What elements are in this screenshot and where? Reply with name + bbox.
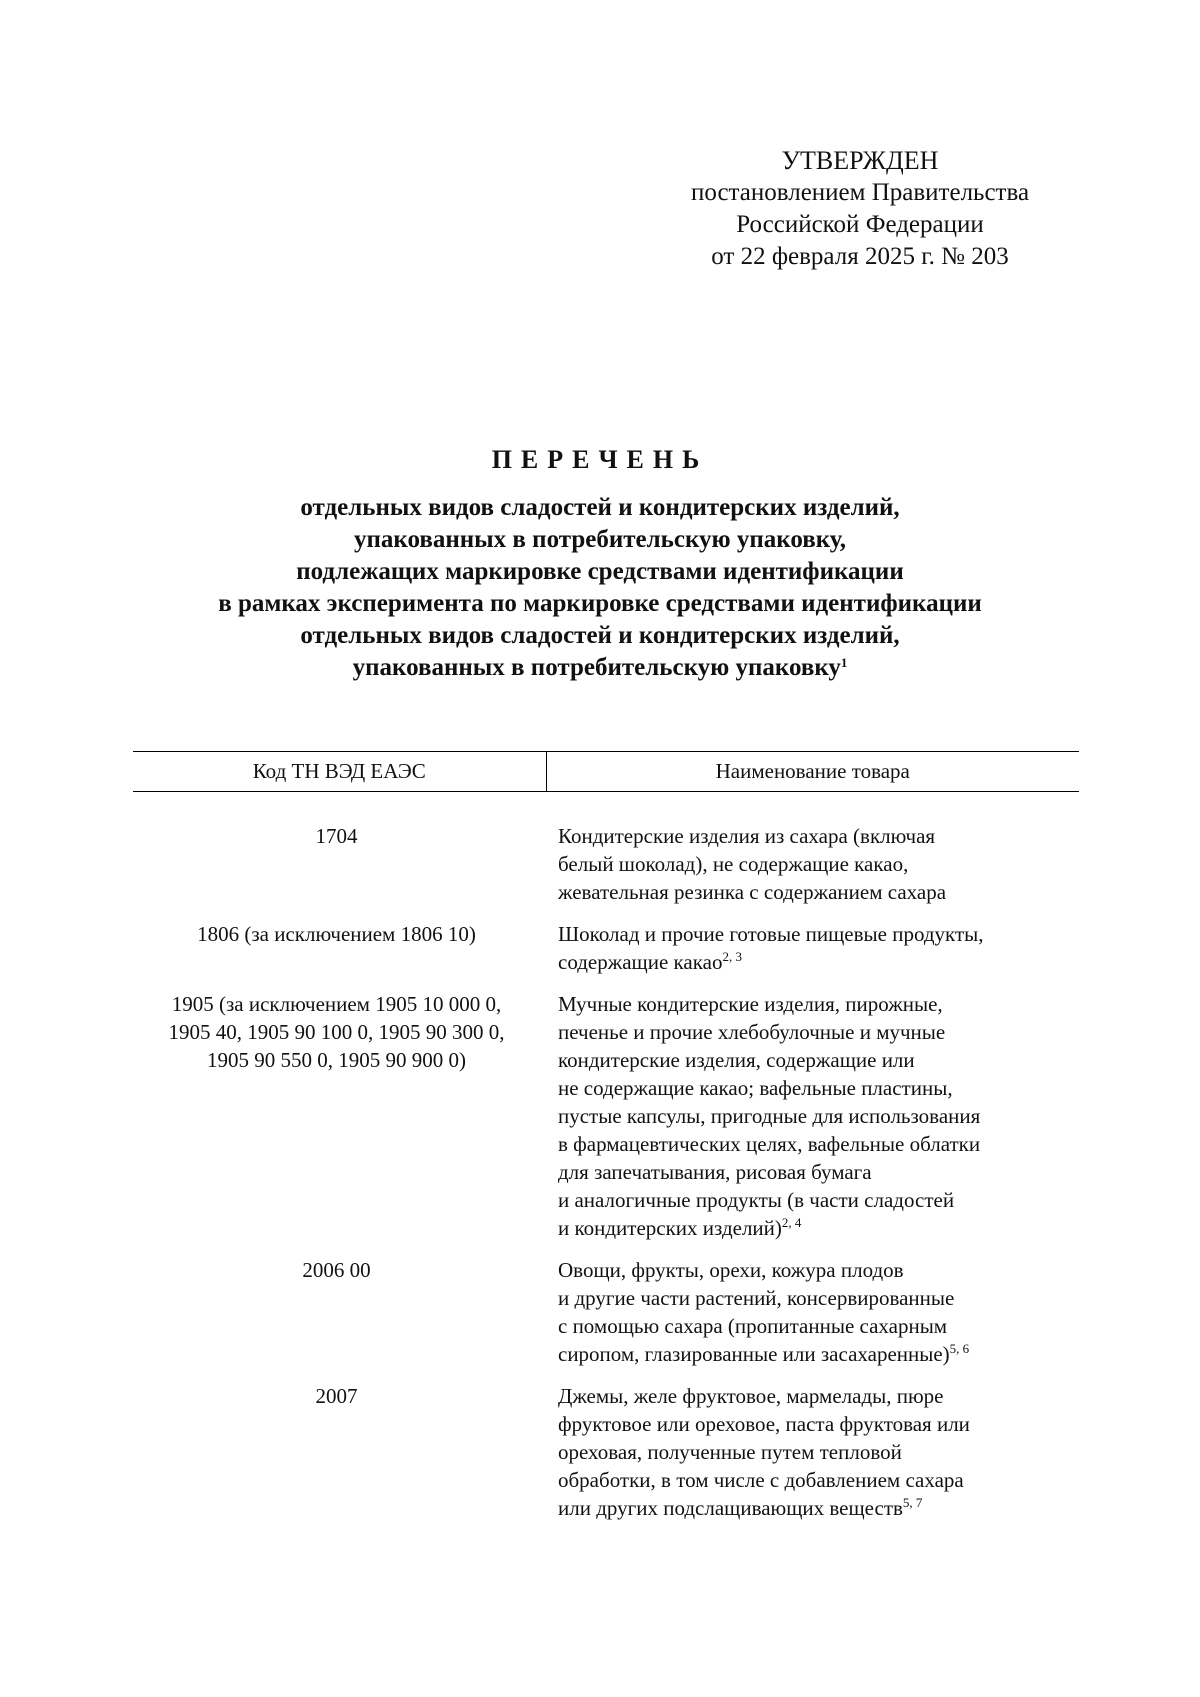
name-line-text: и кондитерских изделий) [558, 1216, 782, 1240]
table-row [133, 1382, 1079, 1536]
name-line [558, 1130, 1079, 1158]
name-line-text: пустые капсулы, пригодные для использования [558, 1104, 981, 1128]
table-spacer [133, 792, 1079, 823]
footnote-ref: 1 [840, 655, 848, 670]
name-line [558, 850, 1079, 878]
cell-name [546, 1382, 1079, 1536]
approval-line: Российской Федерации [736, 211, 984, 238]
cell-code [133, 920, 546, 990]
subtitle-line: отдельных видов сладостей и кондитерских изделий, [300, 622, 900, 649]
subtitle-line: в рамках эксперимента по маркировке средствами идентификации [218, 590, 982, 617]
column-header-code: Код ТН ВЭД ЕАЭС [133, 752, 546, 792]
name-line [558, 1186, 1079, 1214]
column-header-name: Наименование товара [546, 752, 1079, 792]
name-line-text: Кондитерские изделия из сахара (включая [558, 824, 936, 848]
name-line [558, 1438, 1079, 1466]
cell-name [546, 1256, 1079, 1382]
approval-line: от 22 февраля 2025 г. № 203 [711, 243, 1009, 270]
code-line: 2007 [315, 1384, 358, 1408]
name-line-text: содержащие какао [558, 950, 723, 974]
document-subtitle [100, 492, 1100, 684]
name-line-text: и другие части растений, консервированные [558, 1286, 955, 1310]
name-line [558, 1312, 1079, 1340]
name-line [558, 948, 1079, 976]
name-line-text: с помощью сахара (пропитанные сахарным [558, 1314, 948, 1338]
approval-block [650, 145, 1070, 273]
goods-table [133, 751, 1079, 1536]
name-line [558, 920, 1079, 948]
name-line-text: сиропом, глазированные или засахаренные) [558, 1342, 950, 1366]
name-line [558, 1214, 1079, 1242]
subtitle-line: упакованных в потребительскую упаковку [352, 654, 841, 681]
name-line-text: фруктовое или ореховое, паста фруктовая или [558, 1412, 970, 1436]
name-line-text: ореховая, полученные путем тепловой [558, 1440, 902, 1464]
table-row [133, 920, 1079, 990]
name-line-text: или других подслащивающих веществ [558, 1496, 903, 1520]
name-line [558, 1340, 1079, 1368]
name-line-text: обработки, в том числе с добавлением сахара [558, 1468, 964, 1492]
footnote-ref: 5, 7 [902, 1495, 923, 1510]
name-line [558, 1466, 1079, 1494]
name-line-text: не содержащие какао; вафельные пластины, [558, 1076, 953, 1100]
name-line [558, 1410, 1079, 1438]
code-line: 1806 (за исключением 1806 10) [197, 922, 476, 946]
name-line [558, 822, 1079, 850]
cell-code [133, 1256, 546, 1382]
footnote-ref: 5, 6 [949, 1341, 970, 1356]
cell-code [133, 990, 546, 1256]
name-line [558, 1074, 1079, 1102]
name-line [558, 1046, 1079, 1074]
footnote-ref: 2, 4 [781, 1215, 802, 1230]
name-line-text: белый шоколад), не содержащие какао, [558, 852, 909, 876]
table-row [133, 1256, 1079, 1382]
name-line-text: печенье и прочие хлебобулочные и мучные [558, 1020, 946, 1044]
code-line: 1905 (за исключением 1905 10 000 0, [171, 992, 502, 1016]
table-row [133, 822, 1079, 920]
name-line [558, 990, 1079, 1018]
document-title: ПЕРЕЧЕНЬ [491, 445, 709, 474]
cell-code [133, 1382, 546, 1536]
name-line [558, 1494, 1079, 1522]
name-line-text: Джемы, желе фруктовое, мармелады, пюре [558, 1384, 944, 1408]
name-line-text: Овощи, фрукты, орехи, кожура плодов [558, 1258, 904, 1282]
name-line [558, 1102, 1079, 1130]
cell-code [133, 822, 546, 920]
name-line-text: и аналогичные продукты (в части сладостей [558, 1188, 955, 1212]
subtitle-line: отдельных видов сладостей и кондитерских изделий, [300, 494, 900, 521]
code-line: 1905 40, 1905 90 100 0, 1905 90 300 0, [168, 1020, 505, 1044]
name-line [558, 1382, 1079, 1410]
approval-line: постановлением Правительства [690, 179, 1030, 206]
name-line-text: жевательная резинка с содержанием сахара [558, 880, 947, 904]
cell-name [546, 990, 1079, 1256]
approval-stamp: УТВЕРЖДЕН [781, 146, 939, 175]
name-line-text: Мучные кондитерские изделия, пирожные, [558, 992, 943, 1016]
name-line [558, 1284, 1079, 1312]
code-line: 1905 90 550 0, 1905 90 900 0) [207, 1048, 466, 1072]
code-line: 2006 00 [302, 1258, 371, 1282]
name-line [558, 1158, 1079, 1186]
footnote-ref: 2, 3 [722, 949, 742, 964]
code-line: 1704 [315, 824, 358, 848]
name-line-text: в фармацевтических целях, вафельные облатки [558, 1132, 981, 1156]
name-line [558, 1256, 1079, 1284]
name-line [558, 1018, 1079, 1046]
cell-name [546, 920, 1079, 990]
name-line [558, 878, 1079, 906]
name-line-text: кондитерские изделия, содержащие или [558, 1048, 915, 1072]
table-body [133, 792, 1079, 1537]
name-line-text: Шоколад и прочие готовые пищевые продукты, [558, 922, 984, 946]
name-line-text: для запечатывания, рисовая бумага [558, 1160, 872, 1184]
table-row [133, 990, 1079, 1256]
cell-name [546, 822, 1079, 920]
subtitle-line-last [100, 652, 1100, 684]
subtitle-line: упакованных в потребительскую упаковку, [353, 526, 847, 553]
table-header-row [133, 752, 1079, 792]
subtitle-line: подлежащих маркировке средствами идентификации [296, 558, 904, 585]
